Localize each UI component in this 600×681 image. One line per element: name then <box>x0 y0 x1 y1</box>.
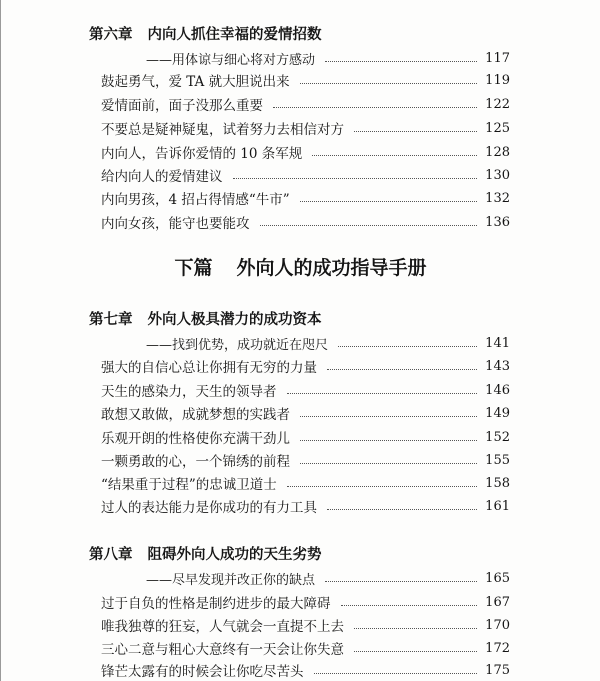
toc-entry-title: 内向女孩，能守也要能攻 <box>101 216 250 232</box>
chapter-subtitle-text: ——找到优势，成功就近在咫尺 <box>146 337 329 353</box>
toc-entry <box>101 94 510 114</box>
dot-leader <box>273 107 477 108</box>
chapter-subtitle <box>146 568 510 588</box>
toc-entry-title: 过人的表达能力是你成功的有力工具 <box>101 500 317 516</box>
chapter-title: 内向人抓住幸福的爱情招数 <box>147 26 322 43</box>
page-number: 136 <box>485 214 510 230</box>
toc-entry <box>101 427 510 447</box>
toc-entry <box>101 403 510 423</box>
toc-entry-title: 乐观开朗的性格使你充满干劲儿 <box>101 431 290 447</box>
page-number: 117 <box>485 50 510 66</box>
toc-entry <box>101 188 510 208</box>
toc-entry <box>101 356 510 376</box>
toc-entry-title: “结果重于过程”的忠诚卫道士 <box>101 477 277 493</box>
dot-leader <box>338 346 477 347</box>
dot-leader <box>300 440 477 441</box>
page-number: 149 <box>485 405 510 421</box>
page-number: 161 <box>485 498 510 514</box>
chapter-heading <box>89 22 510 44</box>
toc-entry-title: 一颗勇敢的心，一个锦绣的前程 <box>101 454 290 470</box>
page-number: 158 <box>485 475 510 491</box>
chapter-number: 第八章 <box>89 546 133 563</box>
dot-leader <box>300 83 478 84</box>
toc-entry-title: 唯我独尊的狂妄，人气就会一直提不上去 <box>101 619 344 635</box>
toc-entry <box>101 165 510 185</box>
toc-entry-title: 过于自负的性格是制约进步的最大障碍 <box>101 596 331 612</box>
page-number: 165 <box>485 570 510 586</box>
dot-leader <box>325 61 477 62</box>
page-number: 172 <box>485 640 510 656</box>
toc-entry <box>101 638 510 658</box>
chapter-number: 第六章 <box>89 26 133 43</box>
page-number: 175 <box>485 662 510 678</box>
toc-entry-title: 强大的自信心总让你拥有无穷的力量 <box>101 360 317 376</box>
toc-entry-title: 鼓起勇气，爱 TA 就大胆说出来 <box>101 74 290 90</box>
toc-entry-title: 三心二意与粗心大意终有一天会让你失意 <box>101 642 344 658</box>
toc-entry-title: 给内向人的爱情建议 <box>101 169 223 185</box>
dot-leader <box>354 628 477 629</box>
page-number: 155 <box>485 452 510 468</box>
page-number: 132 <box>485 190 510 206</box>
chapter-subtitle-text: ——用体谅与细心将对方感动 <box>146 52 316 68</box>
page-number: 167 <box>485 594 510 610</box>
page-number: 152 <box>485 429 510 445</box>
page-number: 143 <box>485 358 510 374</box>
toc-entry-title: 敢想又敢做，成就梦想的实践者 <box>101 407 290 423</box>
toc-entry-title: 天生的感染力，天生的领导者 <box>101 384 277 400</box>
toc-entry <box>101 118 510 138</box>
dot-leader <box>300 201 477 202</box>
page-number: 146 <box>485 382 510 398</box>
dot-leader <box>354 131 477 132</box>
toc-entry <box>101 592 510 612</box>
page-number: 128 <box>485 144 510 160</box>
part-heading <box>1 255 600 281</box>
dot-leader <box>312 155 477 156</box>
toc-entry <box>101 70 510 90</box>
chapter-heading <box>89 307 510 329</box>
toc-entry <box>101 660 510 680</box>
chapter-title: 阻碍外向人成功的天生劣势 <box>147 546 322 563</box>
toc-entry <box>101 615 510 635</box>
dot-leader <box>314 673 478 674</box>
toc-entry <box>101 473 510 493</box>
page-number: 125 <box>485 120 510 136</box>
page-number: 119 <box>485 72 510 88</box>
dot-leader <box>287 486 477 487</box>
chapter-title: 外向人极具潜力的成功资本 <box>147 311 322 328</box>
dot-leader <box>327 509 477 510</box>
dot-leader <box>300 463 477 464</box>
toc-entry-title: 爱情面前，面子没那么重要 <box>101 98 263 114</box>
toc-entry-title: 不要总是疑神疑鬼，试着努力去相信对方 <box>101 122 344 138</box>
part-label: 下篇 <box>174 257 213 279</box>
toc-entry <box>101 142 510 162</box>
toc-entry <box>101 496 510 516</box>
chapter-subtitle <box>146 333 510 353</box>
chapter-heading <box>89 542 510 564</box>
dot-leader <box>300 416 477 417</box>
dot-leader <box>260 225 478 226</box>
page-number: 130 <box>485 167 510 183</box>
dot-leader <box>233 178 478 179</box>
page-number: 141 <box>485 335 510 351</box>
toc-entry <box>101 212 510 232</box>
dot-leader <box>341 605 478 606</box>
page-number: 122 <box>485 96 510 112</box>
toc-entry-title: 锋芒太露有的时候会让你吃尽苦头 <box>101 664 304 680</box>
chapter-subtitle <box>146 48 510 68</box>
dot-leader <box>325 581 477 582</box>
dot-leader <box>327 369 477 370</box>
chapter-number: 第七章 <box>89 311 133 328</box>
toc-entry <box>101 380 510 400</box>
toc-entry <box>101 450 510 470</box>
toc-entry-title: 内向人，告诉你爱情的 10 条军规 <box>101 146 303 162</box>
dot-leader <box>354 651 477 652</box>
part-title: 外向人的成功指导手册 <box>236 257 427 279</box>
page-number: 170 <box>485 617 510 633</box>
dot-leader <box>287 393 478 394</box>
toc-entry-title: 内向男孩，4 招占得情感“牛市” <box>101 192 290 208</box>
chapter-subtitle-text: ——尽早发现并改正你的缺点 <box>146 572 316 588</box>
